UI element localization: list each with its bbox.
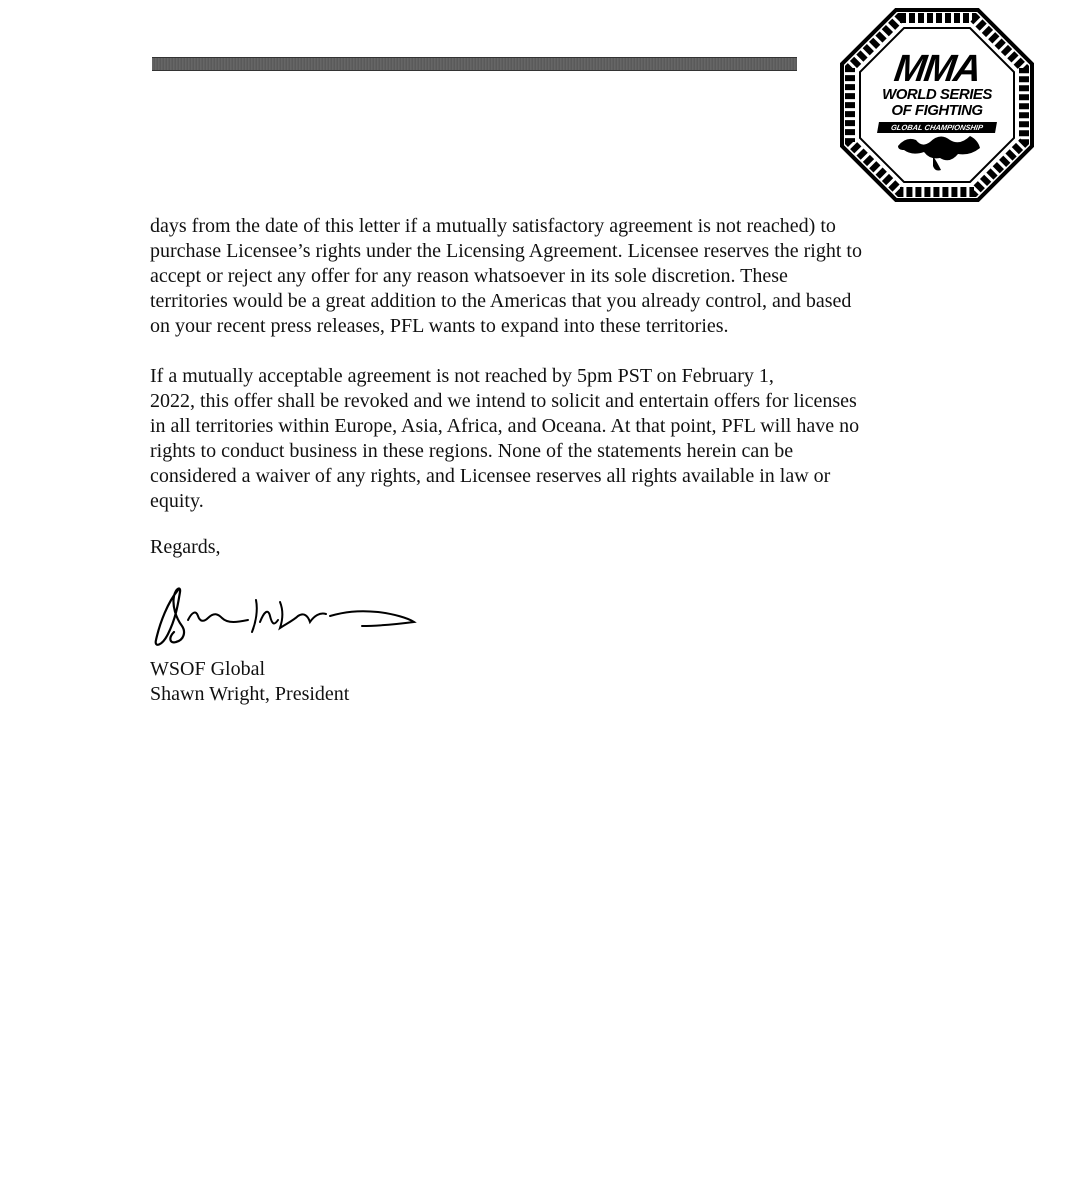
- signature-block: [150, 657, 349, 707]
- logo-mark: MMA: [891, 48, 983, 90]
- wsof-logo: [838, 6, 1036, 204]
- signatory-name-title: Shawn Wright, President: [150, 683, 350, 705]
- logo-line-1: WORLD SERIES: [882, 86, 992, 103]
- header-rule: [152, 57, 797, 71]
- paragraph-2: If a mutually acceptable agreement is not reached by 5pm PST on February 1, 2022, this offer shall be revoked and we intend to solicit and entertain offers for licenses in all territories within Europe, Asia, Africa, and Oceana. At that point, PFL will have no rights to conduct business in these regions. None of the statements herein can be considered a waiver of any rights, and Licensee reserves all rights available in law or equity.: [150, 365, 860, 512]
- handwritten-signature: [148, 582, 418, 652]
- logo-band: GLOBAL CHAMPIONSHIP: [877, 122, 997, 133]
- logo-line-2: OF FIGHTING: [891, 102, 983, 119]
- letter-body: [150, 214, 940, 514]
- paragraph-1: days from the date of this letter if a mutually satisfactory agreement is not reached) to purchase Licensee’s rights under the Licensing Agreement. Licensee reserves the right to accept or reject any offer for any reason whatsoever in its sole discretion. These territories would be a great addition to the Americas that you already control, and based on your recent press releases, PFL wants to expand into these territories.: [150, 215, 862, 337]
- closing: Regards,: [150, 536, 221, 558]
- signatory-organization: WSOF Global: [150, 658, 265, 680]
